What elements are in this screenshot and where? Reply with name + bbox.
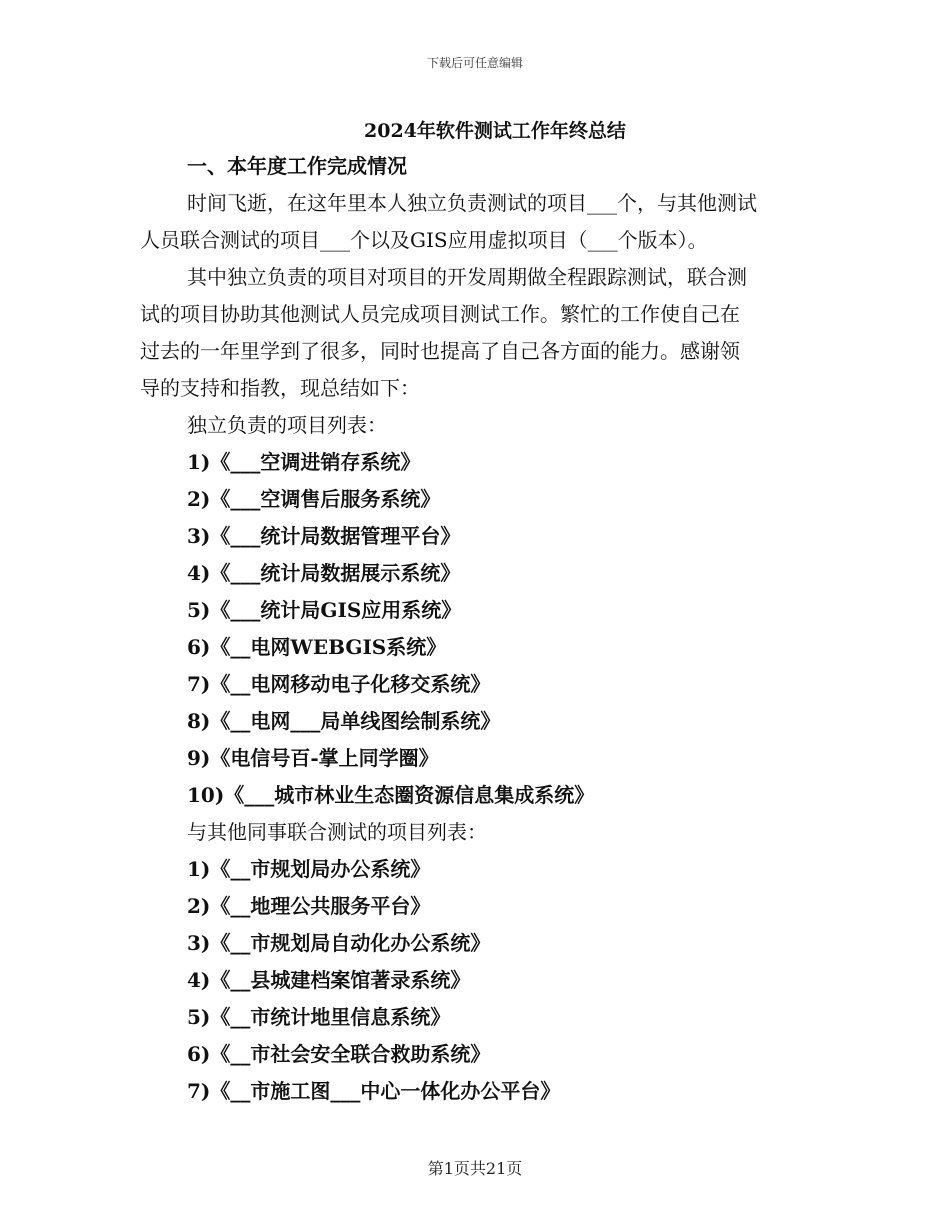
list-item: 9)《电信号百-掌上同学圈》	[187, 746, 439, 770]
list-item: 8)《__电网___局单线图绘制系统》	[187, 709, 501, 733]
list-item: 3)《___统计局数据管理平台》	[187, 524, 461, 548]
list-item: 3)《__市规划局自动化办公系统》	[187, 931, 491, 955]
list-item: 6)《__市社会安全联合救助系统》	[187, 1042, 491, 1066]
independent-list-label: 独立负责的项目列表：	[187, 413, 387, 437]
list-item: 7)《__电网移动电子化移交系统》	[187, 672, 491, 696]
list-item: 7)《__市施工图___中心一体化办公平台》	[187, 1079, 561, 1103]
document-title: 2024年软件测试工作年终总结	[364, 120, 626, 142]
list-item: 10)《___城市林业生态圈资源信息集成系统》	[187, 783, 595, 807]
list-item: 2)《___空调售后服务系统》	[187, 487, 441, 511]
list-item: 4)《__县城建档案馆著录系统》	[187, 968, 471, 992]
section-heading: 一、本年度工作完成情况	[187, 154, 407, 178]
paragraph-line: 人员联合测试的项目___个以及GIS应用虚拟项目（___个版本）。	[140, 228, 708, 252]
list-item: 1)《___空调进销存系统》	[187, 450, 421, 474]
list-item: 2)《__地理公共服务平台》	[187, 894, 431, 918]
list-item: 4)《___统计局数据展示系统》	[187, 561, 461, 585]
paragraph-line: 其中独立负责的项目对项目的开发周期做全程跟踪测试，联合测	[187, 265, 747, 289]
paragraph-line: 过去的一年里学到了很多，同时也提高了自己各方面的能力。感谢领	[140, 339, 740, 363]
list-item: 5)《___统计局GIS应用系统》	[187, 598, 462, 622]
document-body	[140, 148, 810, 1110]
paragraph-line: 试的项目协助其他测试人员完成项目测试工作。繁忙的工作使自己在	[140, 302, 740, 326]
paragraph-line: 时间飞逝，在这年里本人独立负责测试的项目___个，与其他测试	[187, 191, 757, 215]
list-item: 6)《__电网WEBGIS系统》	[187, 635, 447, 659]
download-note: 下载后可任意编辑	[426, 56, 523, 70]
paragraph-line: 导的支持和指教，现总结如下：	[140, 376, 420, 400]
list-item: 1)《__市规划局办公系统》	[187, 857, 431, 881]
list-item: 5)《__市统计地里信息系统》	[187, 1005, 451, 1029]
page-number: 第1页共21页	[427, 1159, 523, 1178]
joint-list-label: 与其他同事联合测试的项目列表：	[187, 820, 487, 844]
